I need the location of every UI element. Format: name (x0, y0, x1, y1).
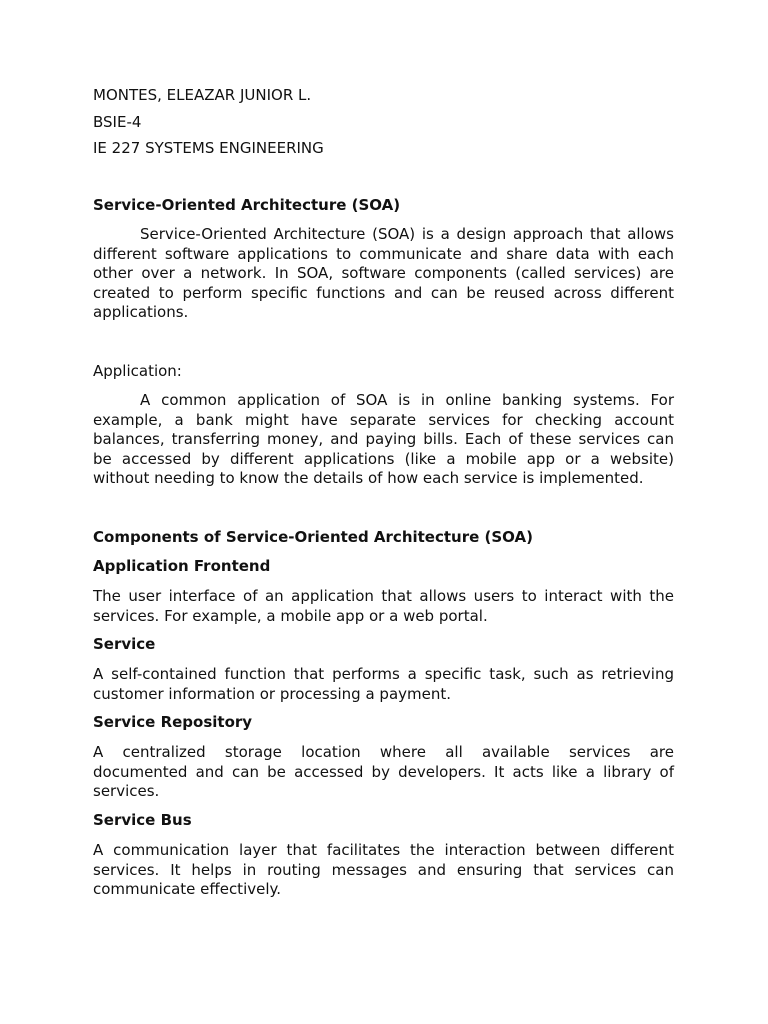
paragraph-line: created to perform specific functions and can be reused across different (93, 283, 674, 302)
paragraph-line: A communication layer that facilitates the interaction between different (93, 841, 674, 859)
paragraph-line: communicate effectively. (93, 880, 282, 899)
paragraph-line: example, a bank might have separate services for checking account (93, 410, 674, 429)
paragraph-line: A common application of SOA is in online banking systems. For (140, 391, 674, 409)
component-heading-repository: Service Repository (93, 713, 253, 731)
paragraph-line: balances, transferring money, and paying bills. Each of these services can (93, 430, 674, 449)
paragraph-line: without needing to know the details of how each service is implemented. (93, 469, 644, 488)
paragraph-line: services. For example, a mobile app or a web portal. (93, 606, 488, 625)
paragraph-line: customer information or processing a payment. (93, 684, 452, 703)
component-heading-frontend: Application Frontend (93, 557, 271, 575)
paragraph-line: A centralized storage location where all available services are (93, 743, 674, 761)
component-heading-service: Service (93, 635, 156, 653)
paragraph-line: documented and can be accessed by developers. It acts like a library of (93, 762, 674, 781)
student-section: BSIE-4 (93, 113, 142, 131)
paragraph-line: other over a network. In SOA, software components (called services) are (93, 264, 674, 283)
paragraph-line: The user interface of an application that allows users to interact with the (93, 587, 674, 605)
component-description-service-bus (93, 841, 674, 900)
paragraph-line: services. (93, 782, 160, 801)
paragraph-line: be accessed by different applications (like a mobile app or a website) (93, 449, 674, 468)
component-description-service (93, 665, 674, 704)
soa-heading: Service-Oriented Architecture (SOA) (93, 196, 401, 214)
application-label: Application: (93, 362, 182, 380)
paragraph-line: applications. (93, 303, 189, 322)
component-heading-service-bus: Service Bus (93, 811, 192, 829)
component-description-repository (93, 743, 674, 802)
component-description-frontend (93, 587, 674, 626)
application-paragraph (93, 391, 674, 489)
paragraph-line: Service-Oriented Architecture (SOA) is a design approach that allows (140, 225, 674, 243)
student-name: MONTES, ELEAZAR JUNIOR L. (93, 86, 312, 104)
course-title: IE 227 SYSTEMS ENGINEERING (93, 139, 324, 157)
paragraph-line: A self-contained function that performs a specific task, such as retrieving (93, 665, 674, 683)
paragraph-line: different software applications to communicate and share data with each (93, 244, 674, 263)
components-heading: Components of Service-Oriented Architecture (SOA) (93, 528, 533, 546)
paragraph-line: services. It helps in routing messages and ensuring that services can (93, 860, 674, 879)
soa-intro-paragraph (93, 225, 674, 323)
